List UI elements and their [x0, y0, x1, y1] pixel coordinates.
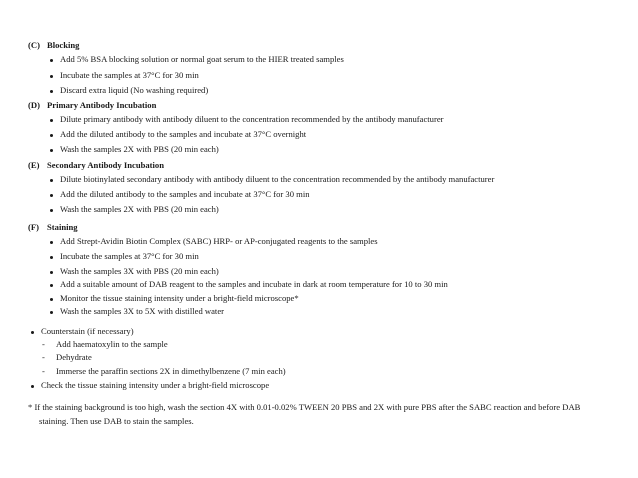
list-item: Monitor the tissue staining intensity under a bright-field microscope*: [60, 293, 299, 303]
counterstain-text: Counterstain (if necessary): [41, 326, 134, 336]
footnote-line: * If the staining background is too high, wash the section 4X with 0.01-0.02% TWEEN 20 PBS and 2X with pure PBS after the SABC reaction and before DAB: [28, 402, 581, 412]
dash-marker: -: [42, 352, 45, 362]
section-letter: (E): [28, 160, 40, 170]
list-item: Wash the samples 3X with PBS (20 min each): [60, 266, 219, 276]
list-item: Wash the samples 2X with PBS (20 min each): [60, 144, 219, 154]
bullet-icon: [50, 59, 53, 62]
section-title: Secondary Antibody Incubation: [47, 160, 165, 170]
section-letter: (F): [28, 222, 39, 232]
list-item: Add the diluted antibody to the samples and incubate at 37°C overnight: [60, 129, 307, 139]
section-title: Staining: [47, 222, 78, 232]
list-item: Add a suitable amount of DAB reagent to the samples and incubate in dark at room temperature for 10 to 30 min: [60, 279, 448, 289]
bullet-icon: [50, 209, 53, 212]
bullet-icon: [50, 134, 53, 137]
list-item: Add 5% BSA blocking solution or normal goat serum to the HIER treated samples: [60, 54, 344, 64]
check-text: Check the tissue staining intensity under a bright-field microscope: [41, 380, 270, 390]
bullet-icon: [50, 241, 53, 244]
list-item: Incubate the samples at 37°C for 30 min: [60, 70, 199, 80]
dash-marker: -: [42, 366, 45, 376]
bullet-icon: [31, 385, 34, 388]
list-item: Dilute primary antibody with antibody diluent to the concentration recommended by the antibody manufacturer: [60, 114, 444, 124]
bullet-icon: [31, 331, 34, 334]
bullet-icon: [50, 75, 53, 78]
sub-list-item: Immerse the paraffin sections 2X in dimethylbenzene (7 min each): [56, 366, 286, 376]
list-item: Wash the samples 2X with PBS (20 min each): [60, 204, 219, 214]
section-letter: (D): [28, 100, 40, 110]
footnote-line: staining. Then use DAB to stain the samples.: [39, 416, 194, 426]
bullet-icon: [50, 119, 53, 122]
section-letter: (C): [28, 40, 40, 50]
list-item: Add Strept-Avidin Biotin Complex (SABC) HRP- or AP-conjugated reagents to the samples: [60, 236, 378, 246]
bullet-icon: [50, 194, 53, 197]
bullet-icon: [50, 179, 53, 182]
list-item: Wash the samples 3X to 5X with distilled water: [60, 306, 224, 316]
sub-list-item: Dehydrate: [56, 352, 92, 362]
bullet-icon: [50, 271, 53, 274]
bullet-icon: [50, 284, 53, 287]
bullet-icon: [50, 149, 53, 152]
bullet-icon: [50, 311, 53, 314]
dash-marker: -: [42, 339, 45, 349]
bullet-icon: [50, 256, 53, 259]
list-item: Dilute biotinylated secondary antibody with antibody diluent to the concentration recommended by the antibody manufacturer: [60, 174, 495, 184]
section-title: Blocking: [47, 40, 80, 50]
bullet-icon: [50, 298, 53, 301]
list-item: Incubate the samples at 37°C for 30 min: [60, 251, 199, 261]
list-item: Add the diluted antibody to the samples and incubate at 37°C for 30 min: [60, 189, 310, 199]
list-item: Discard extra liquid (No washing required): [60, 85, 209, 95]
section-title: Primary Antibody Incubation: [47, 100, 157, 110]
bullet-icon: [50, 90, 53, 93]
sub-list-item: Add haematoxylin to the sample: [56, 339, 168, 349]
